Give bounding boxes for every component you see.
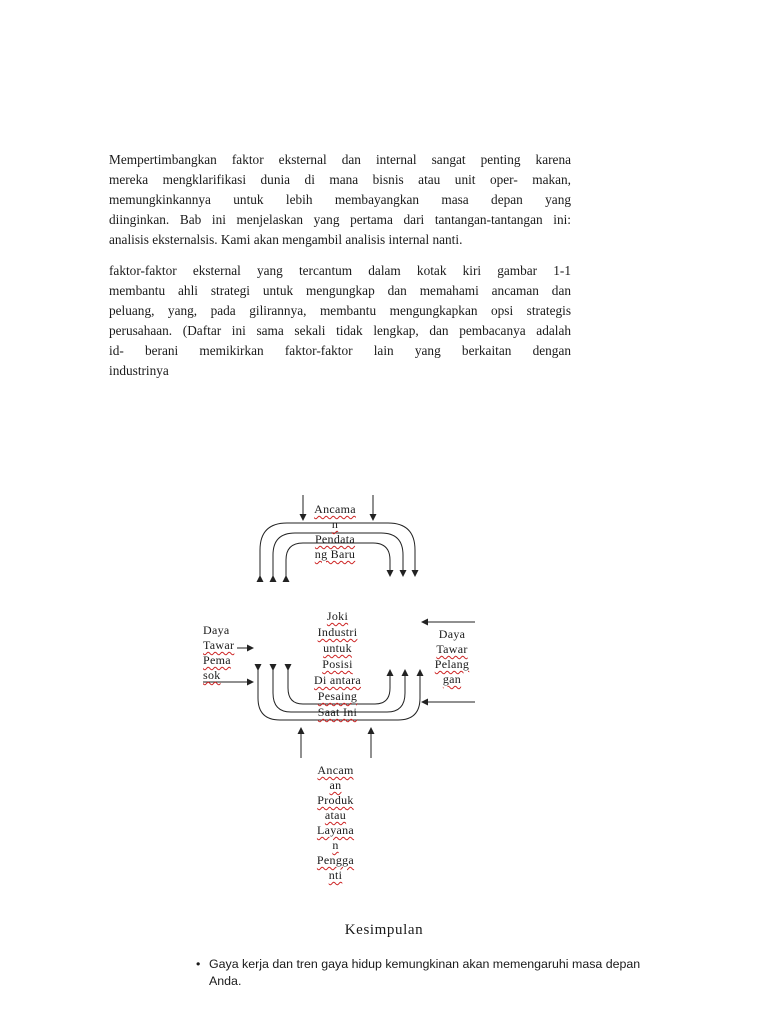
label-line: Pendata bbox=[314, 532, 356, 546]
list-item-line: Anda. bbox=[209, 974, 242, 988]
label-line: Pema bbox=[203, 653, 231, 667]
paragraph-line: id- berani memikirkan faktor-faktor lain yang berkaitan dengan bbox=[109, 343, 571, 358]
label-line: gan bbox=[442, 672, 462, 686]
label-line: Tawar bbox=[436, 642, 468, 656]
label-line: atau bbox=[324, 808, 347, 822]
label-line: Ancama bbox=[314, 502, 356, 516]
label-line: Pesaing bbox=[317, 689, 358, 703]
label-line: Tawar bbox=[203, 638, 235, 652]
label-line: Produk bbox=[317, 793, 354, 807]
label-line: sok bbox=[203, 668, 221, 682]
paragraph-line: mereka mengklarifikasi dunia di mana bisnis atau unit oper- makan, bbox=[109, 172, 571, 187]
paragraph-line: faktor-faktor eksternal yang tercantum dalam kotak kiri gambar 1-1 bbox=[109, 263, 571, 278]
label-line: Pengga bbox=[316, 853, 355, 867]
paragraph-external-factors bbox=[109, 261, 571, 381]
paragraph-line: perusahaan. (Daftar ini sama sekali tidak lengkap, dan pembacanya adalah bbox=[109, 323, 571, 338]
label-line: n bbox=[331, 517, 339, 531]
label-line: Di antara bbox=[313, 673, 361, 687]
label-line: Pelang bbox=[434, 657, 470, 671]
buyer-power-label bbox=[423, 627, 481, 687]
paragraph-line: Mempertimbangkan faktor eksternal dan internal sangat penting karena bbox=[109, 152, 571, 167]
label-line: Joki bbox=[326, 609, 349, 623]
label-line: Ancam bbox=[317, 763, 354, 777]
label-line: Posisi bbox=[322, 657, 353, 671]
label-line: Industri bbox=[317, 625, 358, 639]
paragraph-line: memungkinkannya untuk lebih membayangkan masa depan yang bbox=[109, 192, 571, 207]
label-line: Saat Ini bbox=[317, 705, 358, 719]
five-forces-diagram bbox=[195, 490, 485, 890]
industry-rivalry-label bbox=[305, 608, 370, 720]
list-item-line: Gaya kerja dan tren gaya hidup kemungkinan akan memengaruhi masa depan bbox=[209, 957, 641, 971]
bullet-icon: • bbox=[196, 957, 201, 971]
label-line: n bbox=[332, 838, 339, 852]
list-item bbox=[196, 956, 676, 990]
supplier-power-label bbox=[203, 623, 253, 683]
paragraph-line: industrinya bbox=[109, 363, 169, 378]
label-line: nti bbox=[328, 868, 343, 882]
label-line: Daya bbox=[203, 623, 230, 637]
new-entrants-threat-label bbox=[305, 502, 365, 562]
label-line: untuk bbox=[323, 641, 352, 655]
paragraph-line: diinginkan. Bab ini menjelaskan yang pertama dari tantangan-tantangan ini: bbox=[109, 212, 571, 227]
label-line: ng Baru bbox=[314, 547, 356, 561]
paragraph-intro bbox=[109, 150, 571, 250]
paragraph-line: membantu ahli strategi untuk mengungkap dan memahami ancaman dan bbox=[109, 283, 571, 298]
substitutes-threat-label bbox=[308, 763, 363, 883]
conclusion-heading: Kesimpulan bbox=[344, 922, 424, 938]
conclusion-bullet-list bbox=[196, 956, 676, 990]
label-line: an bbox=[329, 778, 342, 792]
label-line: Daya bbox=[438, 627, 466, 641]
paragraph-line: peluang, yang, pada gilirannya, membantu mengungkapkan opsi strategis bbox=[109, 303, 571, 318]
paragraph-line: analisis eksternalsis. Kami akan mengambil analisis internal nanti. bbox=[109, 232, 463, 247]
label-line: Layana bbox=[316, 823, 355, 837]
